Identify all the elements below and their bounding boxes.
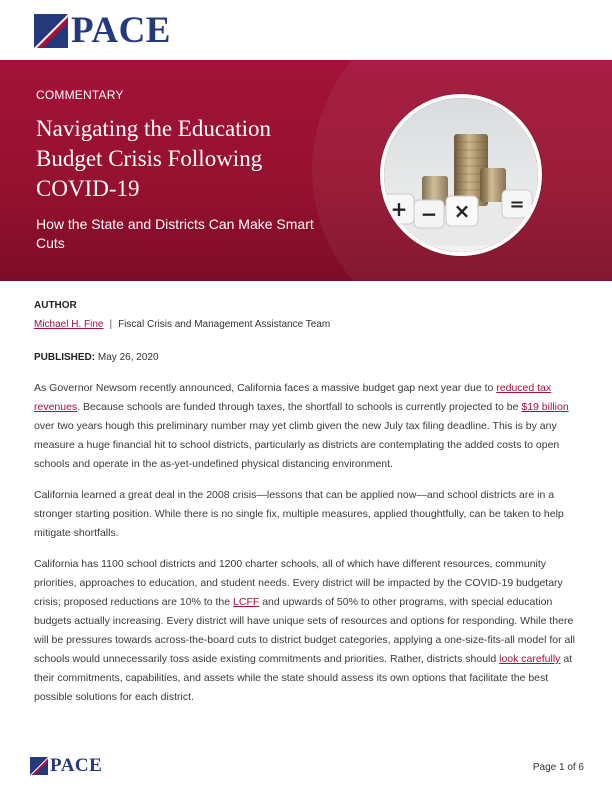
author-organization: Fiscal Crisis and Management Assistance Team xyxy=(118,319,331,330)
article-kicker: COMMENTARY xyxy=(36,88,124,102)
header-photo xyxy=(380,94,542,256)
page-number: Page 1 of 6 xyxy=(532,762,584,773)
svg-text:+: + xyxy=(390,197,408,221)
author-name-link[interactable]: Michael H. Fine xyxy=(34,319,104,330)
published-line xyxy=(34,352,159,363)
article-title: Navigating the Education Budget Crisis Following COVID-19 xyxy=(36,116,272,201)
paragraph-1-text-b: . Because schools are funded through taxes, the shortfall to schools is currently projected to be xyxy=(77,401,522,413)
author-separator: | xyxy=(109,319,113,330)
paragraph-3-text-a: California has 1100 school districts and 1200 charter schools, all of which have different resources, community priorities, approaches to education, and student needs. Every district will be impacted by the COVID-19 budgetary crisis; proposed reductions are 10% to the xyxy=(34,558,563,608)
paragraph-3-text-b: and upwards of 50% to other programs, with special education budgets actually increasing. Every district will have unique sets of resources and options for responding. While there will be pressures towards across-the-board cuts to district budget categories, applying a one-size-fits-all model for all schools would unnecessarily toss aside existing commitments and priorities. Rather, districts should xyxy=(34,596,575,665)
paragraph-3-text-c: at their commitments, capabilities, and assets while the state should assess its own options that facilitate the best possible solutions for each district. xyxy=(34,653,573,703)
article-body xyxy=(34,379,580,719)
19-billion-link[interactable]: $19 billion xyxy=(521,401,569,413)
author-heading: AUTHOR xyxy=(34,300,77,311)
paragraph-1-text-c: over two years hough this preliminary number may yet climb given the new July tax filing deadline. This is by any measure a huge financial hit to school districts, particularly as districts are contemplating the added costs to open schools and operate in the as-yet-undefined physical distancing environment. xyxy=(34,420,560,470)
paragraph-1-text-a: As Governor Newsom recently announced, California faces a massive budget gap next year due to xyxy=(34,382,497,394)
svg-text:=: = xyxy=(509,194,525,215)
paragraph-1 xyxy=(34,379,580,474)
author-line xyxy=(34,319,330,330)
svg-text:×: × xyxy=(453,199,471,223)
coins-and-dice-image xyxy=(384,98,538,252)
footer-pace-logo[interactable] xyxy=(30,756,102,775)
look-carefully-link[interactable]: look carefully xyxy=(499,653,561,665)
published-label: PUBLISHED: xyxy=(34,352,96,363)
pace-logo-mark-icon xyxy=(34,14,68,48)
svg-text:−: − xyxy=(420,202,438,226)
pace-logo[interactable] xyxy=(34,12,171,49)
lcff-link[interactable]: LCFF xyxy=(233,596,260,608)
paragraph-2: California learned a great deal in the 2008 crisis—lessons that can be applied now—and school districts are in a stronger starting position. While there is no single fix, multiple measures, applied thoughtfully, can be taken to help mitigate shortfalls. xyxy=(34,489,564,539)
pace-logo-mark-icon xyxy=(30,757,48,775)
published-date: May 26, 2020 xyxy=(97,352,159,363)
article-subtitle: How the State and Districts Can Make Smart Cuts xyxy=(36,216,314,251)
footer-logo-text: PACE xyxy=(50,755,103,776)
reduced-tax-revenues-link[interactable]: reduced tax revenues xyxy=(34,382,552,413)
paragraph-3 xyxy=(34,555,580,707)
pace-logo-text: PACE xyxy=(71,10,171,51)
